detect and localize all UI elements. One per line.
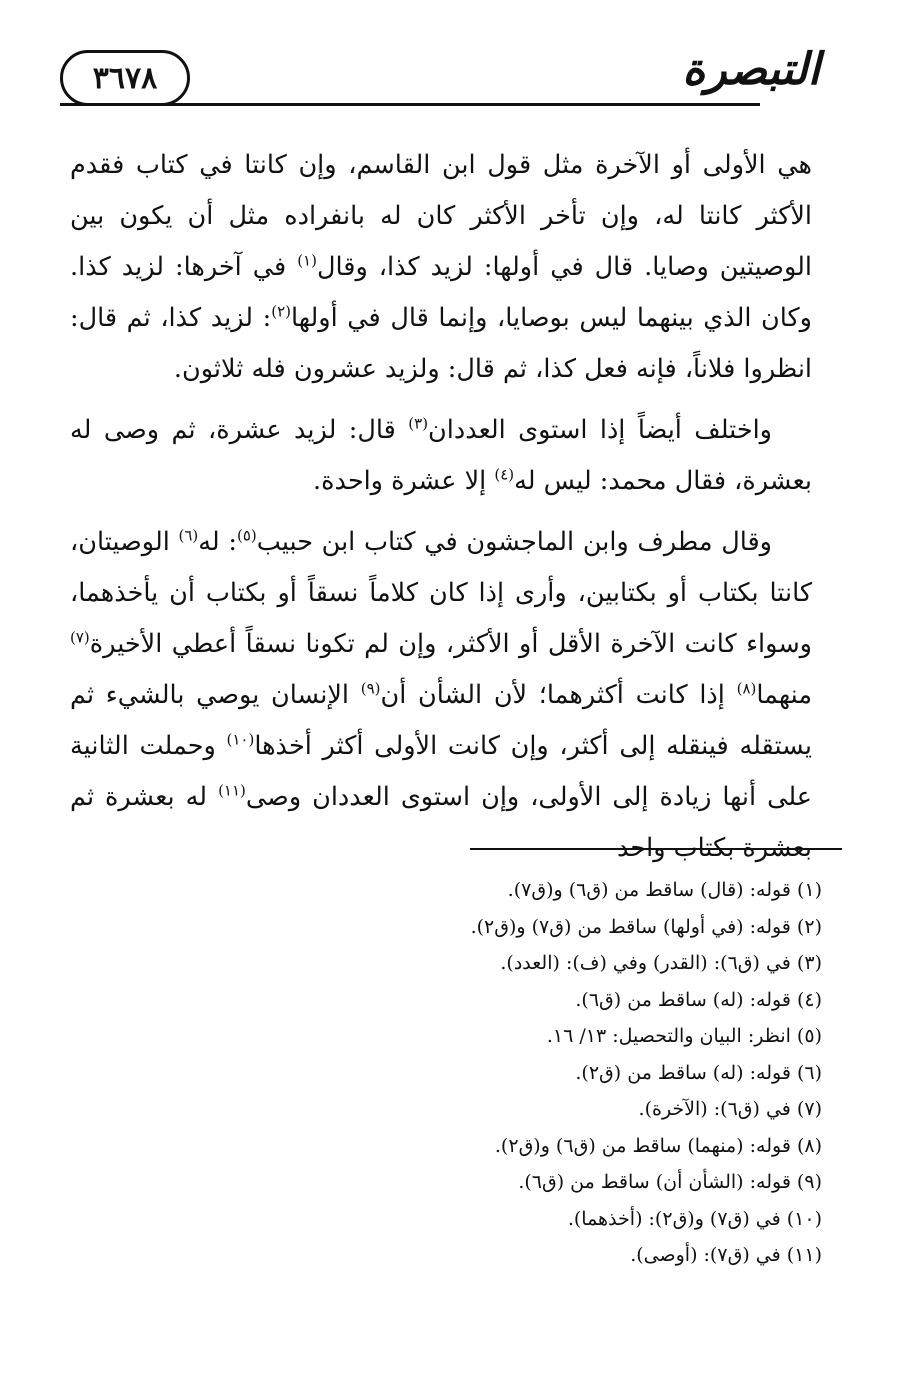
footnote: (٢) قوله: (في أولها) ساقط من (ق٧) و(ق٢). — [470, 915, 822, 938]
footnotes-list — [222, 872, 822, 1274]
footnote-ref: (٩) — [360, 679, 381, 698]
footnote: (٦) قوله: (له) ساقط من (ق٢). — [575, 1061, 822, 1084]
text-run: الوصيتان، كانتا بكتاب أو بكتابين، وأرى إذا كان كلاماً نسقاً أو بكتاب أن يأخذهما، وسواء كانت الآخرة الأقل أو الأكثر، وإن لم تكونا نسقاً أعطي الأخيرة — [70, 527, 812, 659]
page-header — [60, 42, 820, 114]
text-run: قال: لزيد عشرة، ثم وصى له بعشرة، فقال محمد: ليس له — [70, 415, 812, 496]
footnote-ref: (١٠) — [226, 730, 255, 749]
text-run: : له — [198, 527, 237, 557]
paragraph — [70, 517, 812, 874]
paragraph — [70, 140, 812, 395]
main-text — [70, 140, 812, 884]
footnote-ref: (٤) — [494, 465, 515, 484]
text-run: إذا كانت أكثرهما؛ لأن الشأن أن — [380, 680, 737, 710]
footnote-ref: (٥) — [237, 526, 257, 545]
footnote-ref: (٧) — [70, 628, 90, 647]
footnote-ref: (١) — [297, 251, 317, 270]
footnote: (٨) قوله: (منهما) ساقط من (ق٦) و(ق٢). — [494, 1134, 822, 1157]
text-run: هي الأولى أو الآخرة مثل قول ابن القاسم، وإن كانتا في كتاب فقدم الأكثر كانتا له، وإن تأخر الأكثر كان له بانفراده مثل أن يكون بين الوصيتين وصايا. قال في أولها: لزيد كذا، وقال — [70, 150, 812, 282]
page-number: ٣٦٧٨ — [60, 50, 190, 106]
footnote-ref: (٨) — [736, 679, 757, 698]
text-run: الإنسان يوصي بالشيء ثم يستقله فينقله إلى أكثر، وإن كانت الأولى أكثر أخذها — [70, 680, 813, 761]
footnote: (١) قوله: (قال) ساقط من (ق٦) و(ق٧). — [507, 879, 822, 901]
footnote: (١٠) في (ق٧) و(ق٢): (أخذهما). — [567, 1207, 822, 1230]
paragraph — [70, 405, 812, 507]
footnote: (١١) في (ق٧): (أوصى). — [630, 1244, 822, 1266]
footnote-ref: (٦) — [178, 526, 199, 545]
footnote-divider — [470, 848, 842, 850]
text-run: : لزيد كذا، ثم قال: انظروا فلاناً، فإنه فعل كذا، ثم قال: ولزيد عشرون فله ثلاثون. — [70, 303, 812, 384]
footnote-ref: (٢) — [271, 302, 292, 321]
text-run: وحملت الثانية على أنها زيادة إلى الأولى، وإن استوى العددان وصى — [70, 731, 812, 812]
footnote: (٣) في (ق٦): (القدر) وفي (ف): (العدد). — [500, 952, 822, 974]
book-title: التبصرة — [682, 44, 820, 95]
text-run: إلا عشرة واحدة. — [312, 466, 495, 496]
text-run: منهما — [756, 680, 812, 710]
footnote: (٩) قوله: (الشأن أن) ساقط من (ق٦). — [518, 1171, 822, 1193]
text-run: في آخرها: لزيد كذا. وكان الذي بينهما ليس بوصايا، وإنما قال في أولها — [70, 252, 812, 333]
footnote: (٧) في (ق٦): (الآخرة). — [638, 1098, 822, 1120]
text-run: واختلف أيضاً إذا استوى العددان — [428, 415, 772, 445]
footnote-ref: (٣) — [408, 414, 429, 433]
footnote: (٤) قوله: (له) ساقط من (ق٦). — [575, 988, 822, 1011]
footnote-ref: (١١) — [218, 781, 246, 800]
footnote: (٥) انظر: البيان والتحصيل: ١٣/ ١٦. — [546, 1025, 822, 1047]
text-run: وقال مطرف وابن الماجشون في كتاب ابن حبيب — [256, 527, 772, 557]
text-run: له بعشرة ثم بعشرة بكتاب واحد — [70, 782, 812, 863]
